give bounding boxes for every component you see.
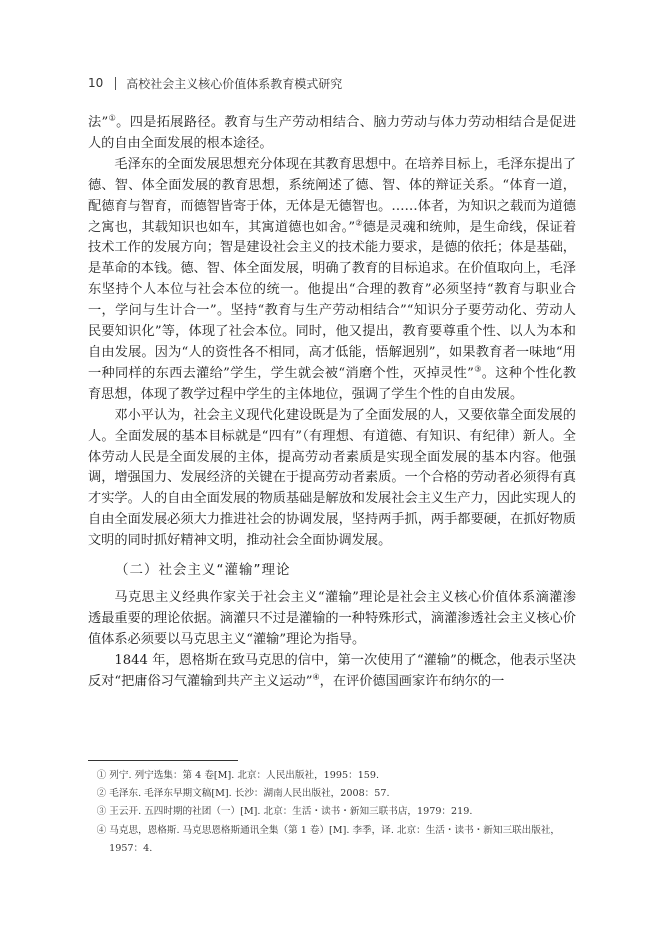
main-text: [88, 113, 576, 693]
paragraph-1: 法”①。四是拓展路径。教育与生产劳动相结合、脑力劳动与体力劳动相结合是促进人的自由全面发展的根本途径。: [88, 113, 577, 151]
paragraph-2: 毛泽东的全面发展思想充分体现在其教育思想中。在培养目标上，毛泽东提出了德、智、体全面发展的教育思想，系统阐述了德、智、体的辩证关系。“体育一道，配德育与智育，而德智皆寄于体，无体是无德智也。……体者，为知识之载而为道德之寓也，其载知识也如车，其寓道德也如舍。”②德是灵魂和统帅，是生命线，保证着技术工作的发展方向；智是建设社会主义的技术能力要求，是德的依托；体是基础，是革命的本钱。德、智、体全面发展，明确了教育的目标追求。在价值取向上，毛泽东坚持个人本位与社会本位的统一。他提出“合理的教育”必须坚持“教育与职业合一，学问与生计合一”。坚持“教育与生产劳动相结合”“知识分子要劳动化、劳动人民要知识化”等，体现了社会本位。同时，他又提出，教育要尊重个性、以人为本和自由发展。因为“人的资性各不相同，高才低能，悟解迥别”，如果教育者一味地“用一种同样的东西去灌给”学生，学生就会被“消磨个性，灭掉灵性”③。这种个性化教育思想，体现了教学过程中学生的主体地位，强调了学生个性的自由发展。: [88, 156, 577, 402]
paragraph-3: 邓小平认为，社会主义现代化建设既是为了全面发展的人，又要依靠全面发展的人。全面发展的基本目标就是“四有”（有理想、有道德、有知识、有纪律）新人。全体劳动人民是全面发展的主体，提高劳动者素质是实现全面发展的基本内容。他强调，增强国力、发展经济的关键在于提高劳动者素质。一个合格的劳动者必须得有真才实学。人的自由全面发展的物质基础是解放和发展社会主义生产力，因此实现人的自由全面发展必须大力推进社会的协调发展，坚持两手抓，两手都要硬，在抓好物质文明的同时抓好精神文明，推动社会全面协调发展。: [88, 407, 576, 549]
paragraph-4: 马克思主义经典作家关于社会主义“灌输”理论是社会主义核心价值体系滴灌渗透最重要的理论依据。滴灌只不过是灌输的一种特殊形式，滴灌渗透社会主义核心价值体系必须要以马克思主义“灌输”理论为指导。: [88, 590, 576, 647]
footnote-rule: [88, 760, 238, 761]
footnotes: [88, 767, 576, 858]
footnote-ref-2: ②: [355, 218, 363, 228]
footnote-4: ④ 马克思，恩格斯. 马克思恩格斯通讯全集（第 1 卷）[M]. 李季，译. 北京：生活・读书・新知三联出版社，1957：4.: [96, 824, 561, 854]
footnote-3: ③ 王云开. 五四时期的社团（一）[M]. 北京：生活・读书・新知三联书店，1979：219.: [96, 806, 473, 818]
footnote-ref-4: ④: [312, 672, 320, 682]
footnote-2: ② 毛泽东. 毛泽东早期文稿[M]. 长沙：湖南人民出版社，2008：57.: [96, 788, 390, 800]
footnote-ref-1: ①: [108, 113, 117, 123]
footnote-ref-3: ③: [473, 364, 482, 374]
page-number: 10: [88, 76, 104, 90]
section-heading: （二）社会主义“灌输”理论: [115, 562, 291, 579]
paragraph-5: 1844 年，恩格斯在致马克思的信中，第一次使用了“灌输”的概念，他表示坚决反对“把庸俗习气灌输到共产主义运动”④，在评价德国画家许布纳尔的一: [88, 652, 576, 689]
running-header: [88, 74, 588, 92]
header-divider: [115, 77, 116, 90]
book-title: 高校社会主义核心价值体系教育模式研究: [126, 76, 343, 91]
footnote-1: ① 列宁. 列宁选集：第 4 卷[M]. 北京：人民出版社，1995：159.: [96, 770, 380, 781]
